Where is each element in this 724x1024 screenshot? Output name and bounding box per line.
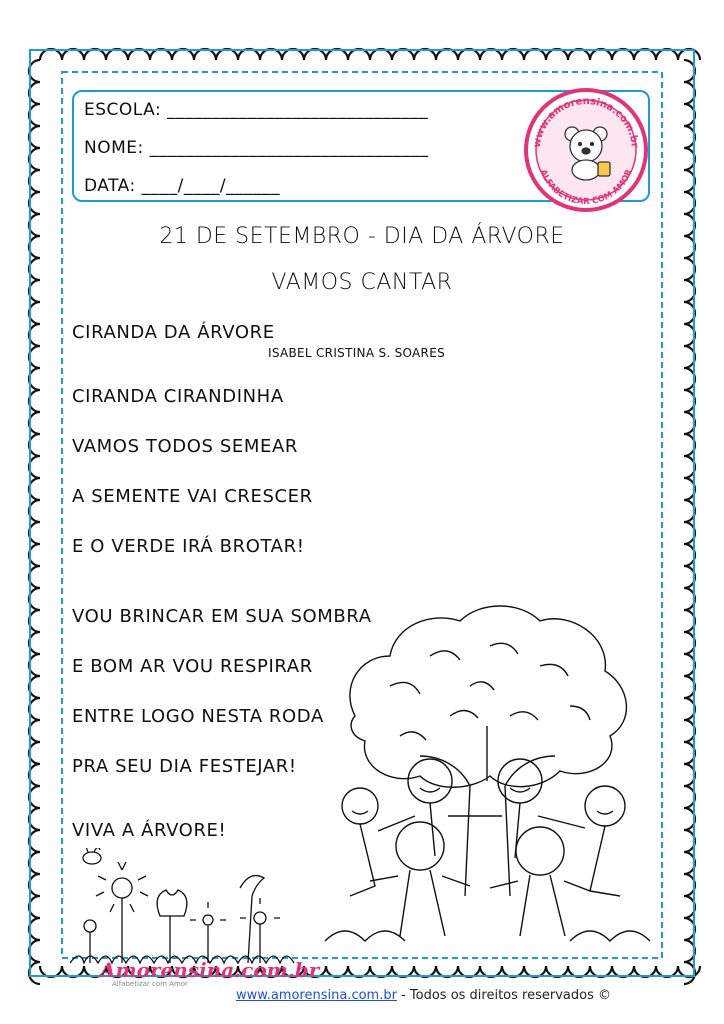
- poem-line: VAMOS TODOS SEMEAR: [72, 436, 298, 457]
- amorensina-stamp-logo: [522, 86, 650, 214]
- poem-title: CIRANDA DA ÁRVORE: [72, 322, 275, 343]
- flowers-illustration: [70, 848, 300, 968]
- footer-rights: - Todos os direitos reservados ©: [396, 988, 611, 1003]
- poem-line: VOU BRINCAR EM SUA SOMBRA: [72, 606, 372, 627]
- poem-line: VIVA A ÁRVORE!: [72, 820, 227, 841]
- footer-logo: Amorensina.com.br: [100, 958, 320, 982]
- tree-and-children-illustration: [320, 596, 650, 956]
- footer-copyright: [236, 988, 611, 1003]
- poem-line: E BOM AR VOU RESPIRAR: [72, 656, 313, 677]
- school-field[interactable]: ESCOLA: _____________________________: [84, 100, 429, 120]
- stamp-top-text: www.amorensina.com.br: [531, 95, 640, 149]
- poem-line: PRA SEU DIA FESTEJAR!: [72, 756, 297, 777]
- name-field[interactable]: NOME: _______________________________: [84, 138, 429, 158]
- poem-line: E O VERDE IRÁ BROTAR!: [72, 536, 305, 557]
- poem-author: ISABEL CRISTINA S. SOARES: [268, 346, 445, 360]
- footer-link[interactable]: www.amorensina.com.br: [236, 988, 397, 1003]
- poem-line: CIRANDA CIRANDINHA: [72, 386, 284, 407]
- page-title: 21 DE SETEMBRO - DIA DA ÁRVORE: [159, 224, 565, 249]
- poem-line: ENTRE LOGO NESTA RODA: [72, 706, 324, 727]
- stamp-bottom-text: ALFABETIZAR COM AMOR: [537, 168, 635, 208]
- page-subtitle: VAMOS CANTAR: [271, 270, 453, 295]
- poem-line: A SEMENTE VAI CRESCER: [72, 486, 313, 507]
- footer-logo-tagline: Alfabetizar com Amor: [112, 980, 188, 988]
- date-field[interactable]: DATA: ____/____/______: [84, 176, 281, 196]
